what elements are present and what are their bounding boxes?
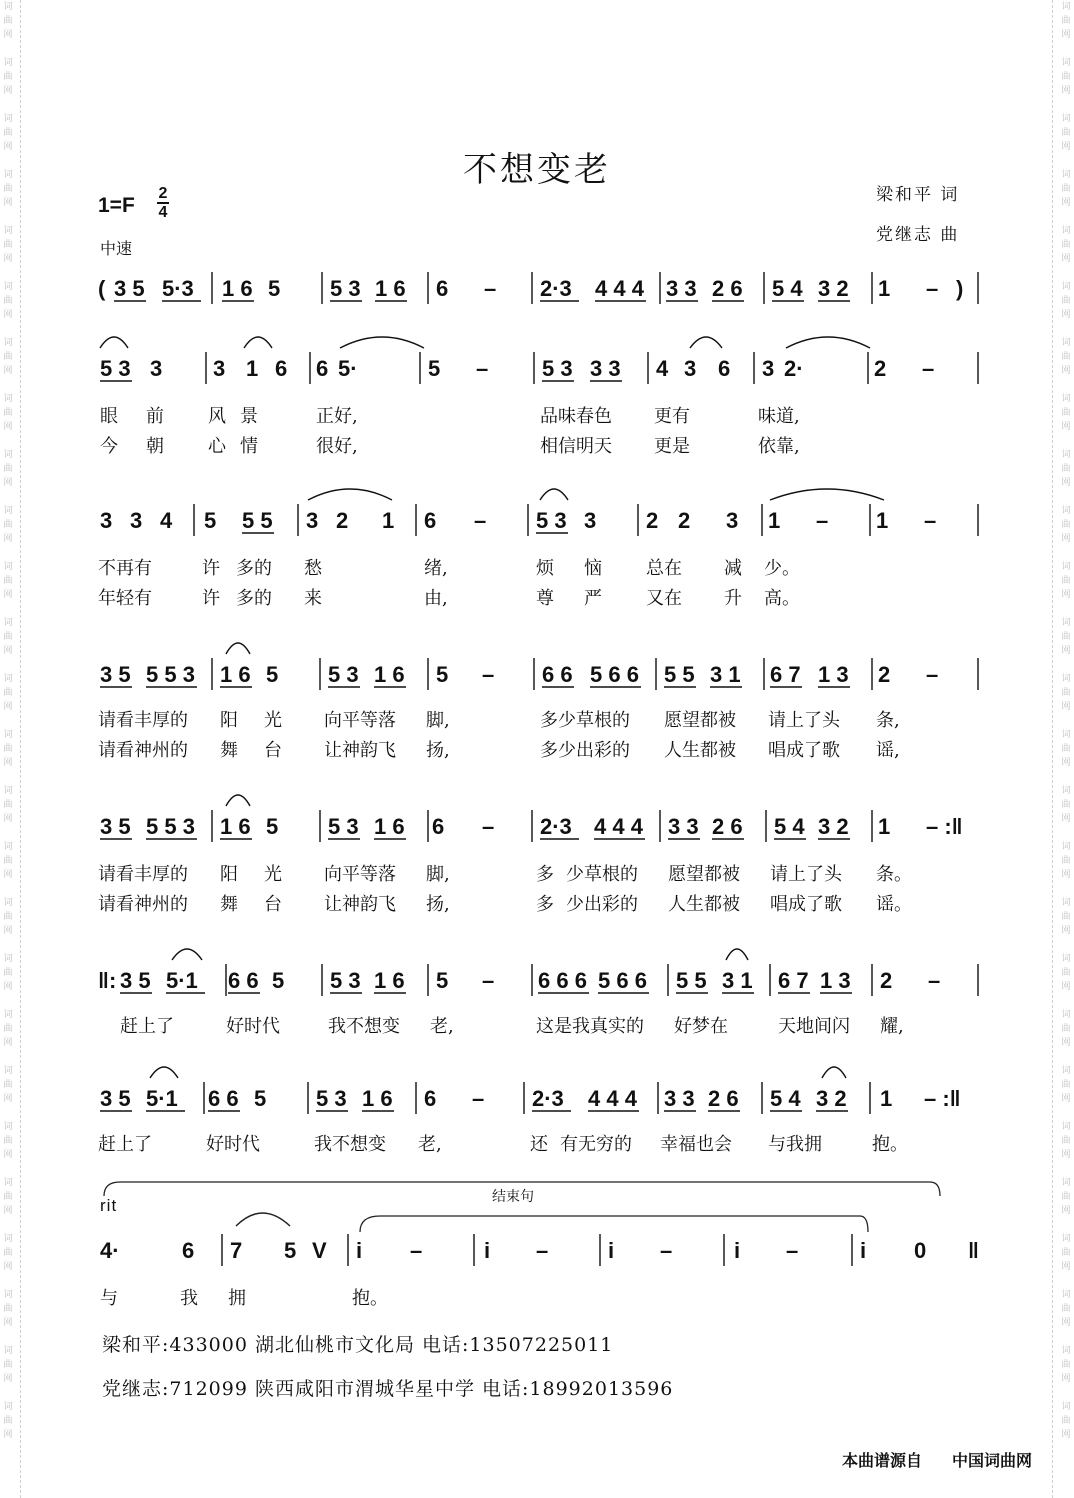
note-group: – [786,1238,799,1263]
lyric-word: 这是我真实的 [536,1016,644,1037]
note-group: 3 3 [590,356,621,381]
note-group: – [928,968,941,993]
note-group: 5 3 [316,1086,347,1111]
lyric-word: 台 [264,740,282,761]
note-group: 3 5 [114,276,145,301]
note-group: 3 5 [100,814,131,839]
lyric-word: 恼 [584,558,602,579]
lyric-word: 还 [530,1134,548,1155]
lyric-word: 向平等落 [324,710,396,731]
lyric-word: 老, [418,1134,442,1155]
note-group: 3 [306,508,319,533]
note-group: – [536,1238,549,1263]
lyric-word: 条。 [876,864,912,885]
note-group: 3 2 [818,276,849,301]
note-group: 5·3 [162,276,194,301]
note-group: 5 [428,356,441,381]
note-group: 3 3 [664,1086,695,1111]
note-group: 6 [424,1086,437,1111]
note-group: 3 5 [120,968,151,993]
lyric-word: 烦 [536,558,554,579]
note-group: 1 6 [222,276,253,301]
note-group: V [312,1238,327,1263]
note-group: 5· [338,356,358,381]
note-group: 3 1 [710,662,741,687]
note-group: 2 [646,508,659,533]
note-group: 5·1 [146,1086,178,1111]
note-group: 3 2 [816,1086,847,1111]
lyric-word: 来 [304,588,322,609]
lyric-word: 升 [724,588,742,609]
note-group: – [924,508,937,533]
lyric-word: 谣。 [876,894,912,915]
tempo-marking: 中速 [100,239,133,258]
note-group: – [472,1086,485,1111]
key-signature: 1=F [98,194,135,217]
lyric-word: 更是 [654,436,690,457]
note-group: 2·3 [540,814,572,839]
note-group: 7 [230,1238,243,1263]
note-group: 5 4 [772,276,803,301]
source-label: 本曲谱源自 [842,1451,923,1470]
note-group: 5 3 [328,662,359,687]
lyric-word: 多少出彩的 [540,740,630,761]
note-group: 2 [678,508,691,533]
lyric-word: 请看神州的 [98,894,188,915]
note-group: 6 [718,356,731,381]
note-group: 3 3 [666,276,697,301]
lyric-word: 赶上了 [120,1016,174,1037]
lyric-word: 请上了头 [768,710,840,731]
note-group: 5 [436,968,449,993]
note-group: 2 [880,968,893,993]
note-group: 6 6 [228,968,259,993]
watermark-left: 词 曲 网 词 曲 网 词 曲 网 词 曲 网 词 曲 网 词 曲 网 词 曲 网 词 曲 网 词 曲 网 词 曲 网 词 曲 网 词 曲 网 词 曲 网 词 曲 网 词 曲 网 词 曲 网 词 曲 网 词 曲 网 词 曲 网 词 曲 网 词 曲 网 词 曲 网 词 曲 网 词 曲 网 词 曲 网 词 曲 网 [3,2,13,1440]
note-group: 1 [246,356,259,381]
note-group: 5 6 6 [590,662,639,687]
note-group: – [482,814,495,839]
lyric-word: 抱。 [872,1134,908,1155]
lyric-word: 舞 [220,894,238,915]
lyric-word: 抱。 [352,1288,388,1309]
note-group: 5 [266,814,279,839]
lyric-word: 好梦在 [674,1016,728,1037]
note-group: i [734,1238,741,1263]
note-group: 3 [584,508,597,533]
note-group: 1 [876,508,889,533]
note-group: 5 6 6 [598,968,647,993]
lyric-word: 品味春色 [540,406,612,427]
lyric-word: 我不想变 [314,1134,386,1155]
note-group: – [484,276,497,301]
note-group: 6 7 [778,968,809,993]
lyric-word: 前 [146,406,164,427]
lyric-word: 有无穷的 [560,1134,632,1155]
lyric-word: 多少草根的 [540,710,630,731]
note-group: – [474,508,487,533]
lyric-word: 脚, [426,710,450,731]
lyric-word: 多的 [236,558,272,579]
note-group: 4 [160,508,173,533]
lyric-word: 请上了头 [770,864,842,885]
note-group: 1 [768,508,781,533]
note-group: 2·3 [540,276,572,301]
note-group: 3 1 [722,968,753,993]
note-group: 1 6 [374,814,405,839]
lyric-word: 幸福也会 [660,1134,732,1155]
note-group: 2 [878,662,891,687]
note-group: 4 [656,356,669,381]
lyric-word: 由, [424,588,448,609]
note-group: 2 [874,356,887,381]
note-group: i [356,1238,363,1263]
note-group: 3 [213,356,226,381]
lyric-word: 舞 [220,740,238,761]
lyric-word: 光 [264,710,282,731]
note-group: 5 [268,276,281,301]
note-group: 2 6 [708,1086,739,1111]
lyric-word: 请看神州的 [98,740,188,761]
lyric-word: 总在 [646,558,682,579]
lyric-word: 朝 [146,436,164,457]
note-group: 6 6 [542,662,573,687]
lyric-word: 台 [264,894,282,915]
lyric-word: 扬, [426,740,450,761]
note-group: 5 3 [330,968,361,993]
note-group: – [816,508,829,533]
lyric-word: 多 [536,894,554,915]
note-group: 1 [382,508,395,533]
lyric-word: 光 [264,864,282,885]
note-group: 4 4 4 [594,814,643,839]
lyric-word: 味道, [758,406,800,427]
note-group: 3 5 [100,662,131,687]
note-group: – [660,1238,673,1263]
note-group: 6 6 [208,1086,239,1111]
lyric-word: 愿望都被 [664,710,736,731]
lyric-word: 许 [202,558,220,579]
lyric-word: 好时代 [206,1134,260,1155]
note-group: 5 [272,968,285,993]
lyric-word: 扬, [426,894,450,915]
lyric-word: 眼 [100,406,118,427]
watermark-right: 词 曲 网 词 曲 网 词 曲 网 词 曲 网 词 曲 网 词 曲 网 词 曲 网 词 曲 网 词 曲 网 词 曲 网 词 曲 网 词 曲 网 词 曲 网 词 曲 网 词 曲 网 词 曲 网 词 曲 网 词 曲 网 词 曲 网 词 曲 网 词 曲 网 词 曲 网 词 曲 网 词 曲 网 词 曲 网 词 曲 网 [1061,2,1071,1440]
lyric-word: 少出彩的 [566,894,638,915]
contact-composer: 党继志:712099 陕西咸阳市渭城华星中学 电话:18992013596 [102,1378,674,1400]
note-group: i [860,1238,867,1263]
lyric-word: 与我拥 [768,1134,822,1155]
note-group: 5 5 [676,968,707,993]
note-group: 5 3 [536,508,567,533]
note-group: – [926,662,939,687]
lyric-word: 好时代 [226,1016,280,1037]
lyric-word: 向平等落 [324,864,396,885]
note-group: 2 6 [712,814,743,839]
lyric-word: 相信明天 [540,436,612,457]
note-group: 1 [878,814,891,839]
note-group: – :‖ [926,814,963,839]
note-group: 1 6 [374,662,405,687]
note-group: 1 6 [362,1086,393,1111]
note-group: 2 6 [712,276,743,301]
lyric-word: 尊 [536,588,554,609]
note-group: 5 5 [664,662,695,687]
note-group: 5 [436,662,449,687]
time-signature-bottom: 4 [158,204,168,221]
note-group: 3 [726,508,739,533]
lyric-word: 心 [208,436,226,457]
note-group: 4 4 4 [595,276,644,301]
note-group: 1 6 [374,968,405,993]
lyric-word: 人生都被 [668,894,740,915]
lyric-word: 减 [724,558,742,579]
note-group: 6 [432,814,445,839]
note-group: 4· [100,1238,120,1263]
note-group: 6 [316,356,329,381]
note-group: – [482,968,495,993]
source-site-link[interactable]: 中国词曲网 [952,1451,1033,1470]
lyric-word: 严 [584,588,602,609]
lyric-word: 脚, [426,864,450,885]
lyric-word: 谣, [876,740,900,761]
lyric-word: 更有 [654,406,690,427]
note-group: 3 [130,508,143,533]
note-group: 1 3 [818,662,849,687]
note-group: i [608,1238,615,1263]
lyric-word: 阳 [220,864,238,885]
rit-marking: rit [100,1196,118,1215]
lyric-word: 景 [240,406,258,427]
lyric-word: 耀, [880,1016,904,1037]
note-group: 5 [254,1086,267,1111]
note-group: 5 [266,662,279,687]
note-group: 3 [150,356,163,381]
lyric-word: 老, [430,1016,454,1037]
composer-credit: 党继志 曲 [876,225,960,245]
note-group: 6 [424,508,437,533]
lyric-word: 阳 [220,710,238,731]
note-group: 5 4 [774,814,805,839]
note-group: – [476,356,489,381]
lyric-word: 让神韵飞 [324,740,396,761]
note-group: – [482,662,495,687]
note-group: ( [98,276,106,301]
note-group: 6 [275,356,288,381]
lyric-word: 我不想变 [328,1016,400,1037]
note-group: 5 3 [542,356,573,381]
note-group: 3 [762,356,775,381]
note-group: 1 6 [220,662,251,687]
note-group: 1 6 [220,814,251,839]
lyric-word: 愿望都被 [668,864,740,885]
lyric-word: 高。 [764,588,800,609]
note-group: 1 3 [820,968,851,993]
lyric-word: 与 [100,1288,118,1309]
note-group: ‖: [98,968,117,993]
note-group: 1 6 [375,276,406,301]
note-group: 3 [684,356,697,381]
lyric-word: 请看丰厚的 [98,710,188,731]
note-group: 5 3 [328,814,359,839]
note-group: – :‖ [924,1086,961,1111]
note-group: 5 5 [242,508,273,533]
lyric-word: 拥 [228,1288,246,1309]
contact-lyricist: 梁和平:433000 湖北仙桃市文化局 电话:13507225011 [102,1334,614,1356]
note-group: 1 [878,276,891,301]
note-group: 5 [284,1238,297,1263]
note-group: 6 7 [770,662,801,687]
lyric-word: 不再有 [98,558,152,579]
lyric-word: 今 [100,436,118,457]
lyric-word: 让神韵飞 [324,894,396,915]
note-group: 2· [784,356,804,381]
note-group: – [410,1238,423,1263]
note-group: 4 4 4 [588,1086,637,1111]
note-group: 1 [880,1086,893,1111]
lyricist-credit: 梁和平 词 [876,185,960,205]
lyric-word: 我 [180,1288,198,1309]
note-group: 5 5 3 [146,814,195,839]
note-group: – [922,356,935,381]
lyric-word: 多 [536,864,554,885]
lyric-word: 年轻有 [98,588,152,609]
note-group: 5 3 [330,276,361,301]
note-group: 6 6 6 [538,968,587,993]
lyric-word: 少草根的 [566,864,638,885]
note-group: 5·1 [166,968,198,993]
note-group: 3 2 [818,814,849,839]
lyric-word: 多的 [236,588,272,609]
note-group: 5 3 [100,356,131,381]
note-group: ) [956,276,964,301]
lyric-word: 唱成了歌 [770,894,842,915]
lyric-word: 许 [202,588,220,609]
note-group: 5 [204,508,217,533]
note-group: i [484,1238,491,1263]
lyric-word: 依靠, [758,436,800,457]
note-group: 5 5 3 [146,662,195,687]
lyric-word: 绪, [424,558,448,579]
note-group: – [926,276,939,301]
note-group: 3 3 [668,814,699,839]
lyric-word: 风 [208,406,226,427]
note-group: 6 [436,276,449,301]
lyric-word: 愁 [304,558,322,579]
song-title: 不想变老 [463,150,611,190]
ending-label: 结束句 [492,1189,534,1205]
note-group: 2 [336,508,349,533]
note-group: 2·3 [532,1086,564,1111]
note-group: 0 [914,1238,927,1263]
lyric-word: 人生都被 [664,740,736,761]
lyric-word: 正好, [316,406,358,427]
lyric-word: 请看丰厚的 [98,864,188,885]
note-group: 3 5 [100,1086,131,1111]
lyric-word: 天地间闪 [778,1016,850,1037]
lyric-word: 又在 [646,588,682,609]
lyric-word: 唱成了歌 [768,740,840,761]
note-group: 5 4 [770,1086,801,1111]
note-group: 3 [100,508,113,533]
lyric-word: 情 [240,436,258,457]
note-group: ‖ [968,1238,979,1263]
lyric-word: 少。 [764,558,800,579]
note-group: 6 [182,1238,195,1263]
lyric-word: 很好, [316,436,358,457]
lyric-word: 条, [876,710,900,731]
time-signature-top: 2 [158,185,168,202]
lyric-word: 赶上了 [98,1134,152,1155]
